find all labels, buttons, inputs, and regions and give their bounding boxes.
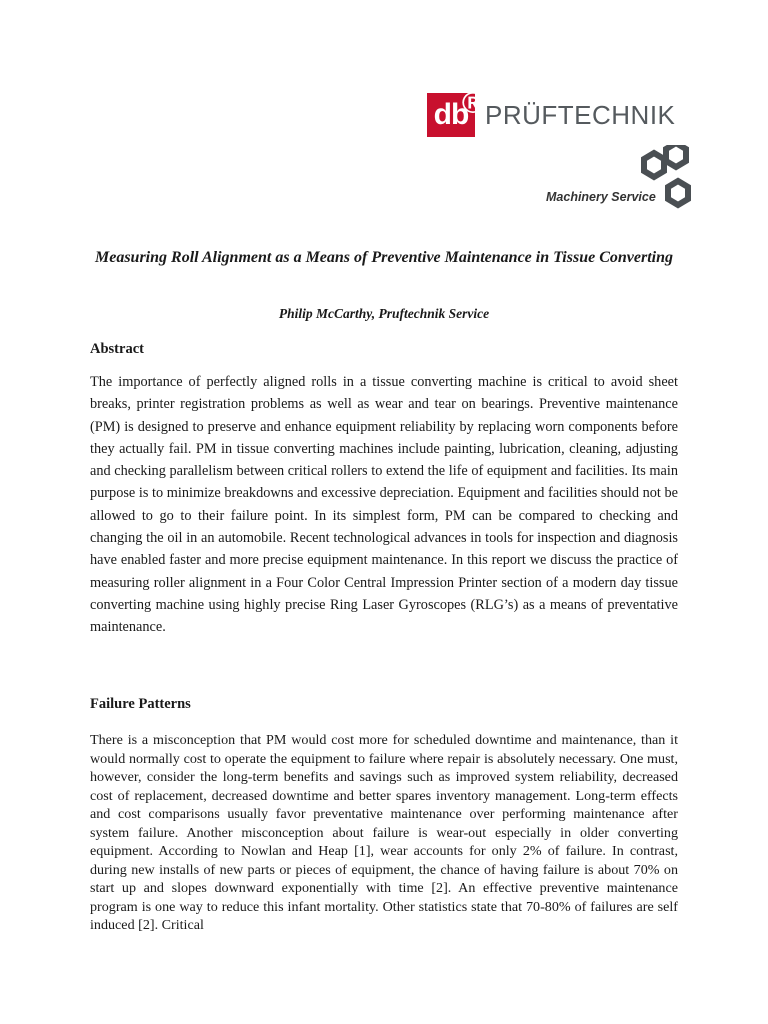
paper-title: Measuring Roll Alignment as a Means of Preventive Maintenance in Tissue Converting (95, 249, 673, 266)
brand-name: PRÜFTECHNIK (485, 99, 676, 130)
failure-patterns-heading: Failure Patterns (90, 696, 191, 712)
registered-mark: ® (461, 87, 483, 120)
abstract-heading: Abstract (90, 341, 144, 357)
tagline: Machinery Service (546, 190, 656, 204)
abstract-paragraph: The importance of perfectly aligned rolls in a tissue converting machine is critical to avoid sheet breaks, printer registration problems as well as wear and tear on bearings. Preventive maintenance (PM) is designed to preserve and enhance equipment reliability by replacing worn components before they actually fail. PM in tissue converting machines include painting, lubrication, cleaning, adjusting and checking parallelism between critical rollers to extend the life of equipment and facilities. Its main purpose is to minimize breakdowns and excessive depreciation. Equipment and facilities should not be allowed to go to their failure point. In its simplest form, PM can be compared to checking and changing the oil in an automobile. Recent technological advances in tools for inspection and diagnosis have enabled faster and more precise equipment maintenance. In this report we discuss the practice of measuring roller alignment in a Four Color Central Impression Printer section of a modern day tissue converting machine using highly precise Ring Laser Gyroscopes (RLG’s) as a means of preventative maintenance. (90, 374, 678, 636)
company-logo (427, 87, 676, 137)
db-logo-text: db (433, 98, 469, 131)
author-line: Philip McCarthy, Pruftechnik Service (278, 306, 490, 321)
failure-patterns-paragraph: There is a misconception that PM would cost more for scheduled downtime and maintenance, than it would normally cost to operate the equipment to failure where repair is absolutely necessary. One must, however, consider the long-term benefits and savings such as improved system reliability, decreased cost of replacement, decreased downtime and better spares inventory management. Long-term effects and cost comparisons usually favor preventative maintenance over performing maintenance after system failure. Another misconception about failure is wear-out especially in older converting equipment. According to Nowlan and Heap [1], wear accounts for only 2% of failure. In contrast, during new installs of new parts or pieces of equipment, the chance of having failure is about 70% on start up and slopes downward exponentially with time [2]. An effective preventive maintenance program is one way to reduce this infant mortality. Other statistics state that 70-80% of failures are self induced [2]. Critical (90, 732, 678, 933)
db-logo-mark (427, 87, 483, 137)
gears-icon (640, 145, 710, 217)
